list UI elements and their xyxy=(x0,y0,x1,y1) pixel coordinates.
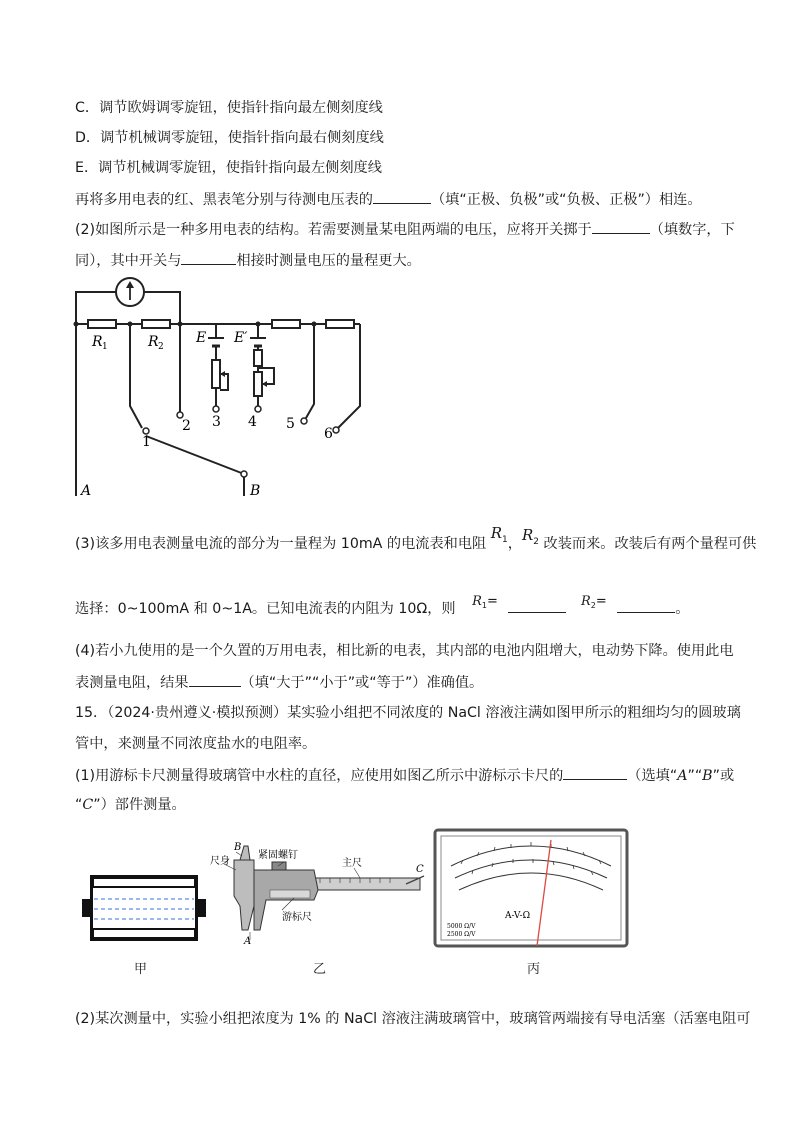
q15-p1-text-a: (1)用游标卡尺测量得玻璃管中水柱的直径，应使用如图乙所示中游标示卡尺的 xyxy=(75,768,564,784)
q4-text-c: （填“大于”“小于”或“等于”）准确值。 xyxy=(240,675,484,691)
q3-text-a: (3)该多用电表测量电流的部分为一量程为 10mA 的电流表和电阻 xyxy=(75,536,487,552)
label-contact-3: 3 xyxy=(212,414,221,430)
dial-label-5000: 5000 Ω/V xyxy=(447,923,476,930)
caliper-label-main-scale: 主尺 xyxy=(342,858,362,869)
q2-line-1 xyxy=(75,219,735,240)
option-d: D．调节机械调零旋钮，使指针指向最右侧刻度线 xyxy=(75,130,384,146)
label-e-prime: E′ xyxy=(234,330,248,346)
label-contact-4: 4 xyxy=(248,414,257,430)
multimeter-circuit-diagram xyxy=(68,276,378,502)
option-b-italic: B xyxy=(702,768,713,784)
q3-r2-eq-sign: = xyxy=(595,594,607,609)
label-r1: R xyxy=(92,334,103,350)
caliper-label-a: A xyxy=(244,936,252,946)
q15-p1-text-c: “ xyxy=(75,797,83,813)
label-r2-sub: 2 xyxy=(158,342,164,352)
q1-tail-line xyxy=(75,189,702,210)
q3-r1-sub: 1 xyxy=(502,535,508,545)
q3-line-2 xyxy=(75,594,690,621)
q3-r1-eq-symbol: R xyxy=(472,594,482,609)
option-a-italic: A xyxy=(677,768,688,784)
q3-text-b: 改装而来。改装后有两个量程可供 xyxy=(543,536,757,552)
label-terminal-a: A xyxy=(81,483,92,499)
q1-tail-text-b: （填“正极、负极”或“负极、正极”）相连。 xyxy=(430,192,702,208)
q3-r2-eq-sub: 2 xyxy=(590,601,596,610)
label-r2: R xyxy=(148,334,159,350)
blank-measurement-result xyxy=(189,672,241,687)
glass-tube-figure xyxy=(78,873,210,943)
q2-text-b: （填数字，下 xyxy=(649,222,735,238)
multimeter-dial-figure xyxy=(433,828,629,948)
dial-label-2500: 2500 Ω/V xyxy=(447,931,476,938)
q3-r1-eq-sign: = xyxy=(487,594,498,609)
blank-caliper-part xyxy=(563,765,627,780)
q3-comma: ， xyxy=(507,536,522,552)
blank-switch-range xyxy=(181,250,236,265)
label-contact-1: 1 xyxy=(142,434,151,450)
vernier-caliper-figure xyxy=(210,826,430,946)
option-c-italic: C xyxy=(82,797,94,813)
q2-line-2 xyxy=(75,250,421,271)
label-r1-sub: 1 xyxy=(102,342,108,352)
q3-r2-symbol: R xyxy=(521,526,534,544)
q2-text-a: (2)如图所示是一种多用电表的结构。若需要测量某电阻两端的电压，应将开关掷于 xyxy=(75,222,592,238)
blank-polarity xyxy=(373,189,431,204)
caliper-label-ruler-body: 尺身 xyxy=(210,856,230,867)
caption-yi: 乙 xyxy=(313,962,327,977)
caliper-label-screw: 紧固螺钉 xyxy=(258,850,298,861)
label-contact-2: 2 xyxy=(182,418,191,434)
dial-label-avo: A-V-Ω xyxy=(505,911,531,921)
q15-part1-line-1 xyxy=(75,765,734,786)
q3-r1-symbol: R xyxy=(490,524,503,542)
blank-switch-voltage xyxy=(592,219,650,234)
q3-line-1 xyxy=(75,524,757,556)
q15-p1-quote-1: ”“ xyxy=(687,768,703,784)
caliper-label-c: C xyxy=(416,864,424,875)
label-contact-5: 5 xyxy=(286,416,295,432)
blank-r2-value xyxy=(617,598,675,613)
q4-line-2 xyxy=(75,672,483,693)
q3-r2-sub: 2 xyxy=(533,537,539,547)
label-e: E xyxy=(196,330,207,346)
q1-tail-text-a: 再将多用电表的红、黑表笔分别与待测电压表的 xyxy=(75,192,373,208)
q3-r2-eq-symbol: R xyxy=(580,594,591,609)
caption-jia: 甲 xyxy=(134,962,148,977)
caliper-label-vernier: 游标尺 xyxy=(282,912,312,923)
caption-bing: 丙 xyxy=(527,962,541,977)
q3-r1-eq-sub: 1 xyxy=(481,601,487,610)
q15-p1-text-b: （选填“ xyxy=(627,768,678,784)
q15-line-1: 15．（2024·贵州遵义·模拟预测）某实验小组把不同浓度的 NaCl 溶液注满如图甲所示的粗细均匀的圆玻璃 xyxy=(75,705,741,721)
label-terminal-b: B xyxy=(250,483,261,499)
q2-text-c: 同），其中开关与 xyxy=(75,253,182,269)
label-contact-6: 6 xyxy=(324,426,333,442)
option-e: E．调节机械调零旋钮，使指针指向最左侧刻度线 xyxy=(75,160,382,176)
q15-p1-text-d: ”）部件测量。 xyxy=(93,797,186,813)
q3-text-c: 选择：0~100mA 和 0~1A。已知电流表的内阻为 10Ω，则 xyxy=(75,601,456,617)
blank-r1-value xyxy=(508,598,566,613)
q3-end: 。 xyxy=(675,601,690,617)
q15-part1-line-2 xyxy=(75,795,186,815)
q15-part2-line: (2)某次测量中，实验小组把浓度为 1% 的 NaCl 溶液注满玻璃管中，玻璃管两端接有导电活塞（活塞电阻可 xyxy=(75,1011,751,1027)
q4-line-1: (4)若小九使用的是一个久置的万用电表，相比新的电表，其内部的电池内阻增大，电动势下降。使用此电 xyxy=(75,643,734,659)
q4-text-b: 表测量电阻，结果 xyxy=(75,675,189,691)
q15-p1-quote-2: ”或 xyxy=(712,768,735,784)
q2-text-d: 相接时测量电压的量程更大。 xyxy=(236,253,421,269)
option-c: C．调节欧姆调零旋钮，使指针指向最左侧刻度线 xyxy=(75,100,383,116)
caliper-label-b: B xyxy=(234,842,242,853)
q15-line-2: 管中，来测量不同浓度盐水的电阻率。 xyxy=(75,736,317,752)
